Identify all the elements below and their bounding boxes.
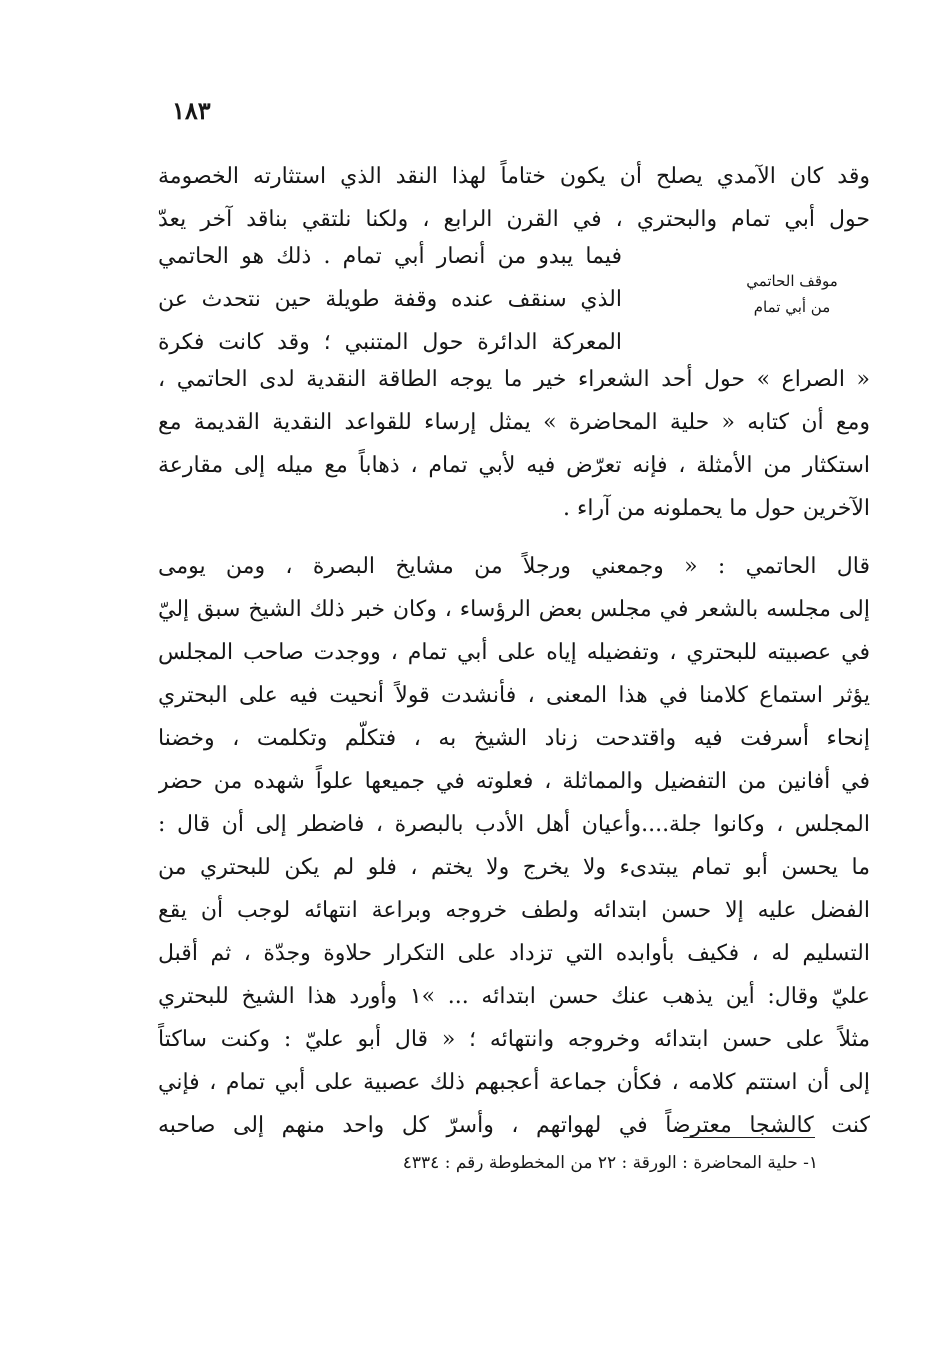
text-line: فيما يبدو من أنصار أبي تمام . ذلك هو الحاتمي (158, 244, 622, 269)
text-line: ومع أن كتابه « حلية المحاضرة » يمثل إرساء للقواعد النقدية القديمة مع (158, 410, 870, 435)
text-line: « الصراع » حول أحد الشعراء خير ما يوجه الطاقة النقدية لدى الحاتمي ، (158, 367, 870, 392)
margin-note-line: من أبي تمام (753, 298, 831, 316)
text-line: حول أبي تمام والبحتري ، في القرن الرابع ، ولكنا نلتقي بناقد آخر يعدّ (158, 207, 870, 232)
footnote: ١- حلية المحاضرة : الورقة : ٢٢ من المخطوطة رقم : ٤٣٣٤ (402, 1153, 818, 1173)
text-line: الذي سنقف عنده وقفة طويلة حين نتحدث عن (158, 287, 622, 312)
text-line: وقد كان الآمدي يصلح أن يكون ختاماً لهذا النقد الذي استثارته الخصومة (158, 164, 870, 189)
paragraph-1-top (158, 155, 870, 241)
text-line: مثلاً على حسن ابتدائه وخروجه وانتهائه ؛ « قال أبو عليّ : وكنت ساكتاً (158, 1027, 870, 1052)
text-line: قال الحاتمي : « وجمعني ورجلاً من مشايخ البصرة ، ومن يومى (158, 554, 870, 579)
text-line: كنت كالشجا معترضاً في لهواتهم ، وأسرّ كل واحد منهم إلى صاحبه (158, 1113, 870, 1138)
text-line: في عصبيته للبحتري ، وتفضيله إياه على أبي تمام ، ووجدت صاحب المجلس (158, 640, 870, 665)
text-line: عليّ وقال: أين يذهب عنك حسن ابتدائه ... »١ وأورد هذا الشيخ للبحتري (158, 984, 870, 1009)
text-line: المجلس ، وكانوا جلة....وأعيان أهل الأدب بالبصرة ، فاضطر إلى أن قال : (158, 812, 870, 837)
page-number: ١٨٣ (172, 96, 211, 125)
text-line: ما يحسن أبو تمام يبتدىء ولا يخرج ولا يختم ، فلو لم يكن للبحتري من (158, 855, 870, 880)
text-line: المعركة الدائرة حول المتنبي ؛ وقد كانت فكرة (158, 330, 622, 355)
text-line: التسليم له ، فكيف بأوابده التي تزداد على التكرار حلاوة وجدّة ، ثم أقبل (158, 941, 870, 966)
paragraph-1-beside-margin-note (158, 235, 622, 364)
footnote-divider (683, 1137, 815, 1138)
text-line: إنحاء أسرفت فيه واقتدحت زناد الشيخ به ، فتكلّم وتكلمت ، وخضنا (158, 726, 870, 751)
text-line: الفضل عليه إلا حسن ابتدائه ولطف خروجه وبراعة انتهائه لوجب أن يقع (158, 898, 870, 923)
paragraph-1-bottom (158, 358, 870, 530)
text-line: استكثار من الأمثلة ، فإنه تعرّض فيه لأبي تمام ، ذهاباً مع ميله إلى مقارعة (158, 453, 870, 478)
text-line: يؤثر استماع كلامنا في هذا المعنى ، فأنشدت قولاً أنحيت فيه على البحتري (158, 683, 870, 708)
text-line: إلى مجلسه بالشعر في مجلس بعض الرؤساء ، وكان خبر ذلك الشيخ سبق إليّ (158, 597, 870, 622)
text-line: إلى أن استتم كلامه ، فكأن جماعة أعجبهم ذلك عصبية على أبي تمام ، فإني (158, 1070, 870, 1095)
margin-note (732, 268, 852, 320)
text-line: الآخرين حول ما يحملونه من آراء . (563, 496, 870, 521)
text-line: في أفانين من التفضيل والمماثلة ، فعلوته في جميعها علواً شهده من حضر (158, 769, 870, 794)
margin-note-line: موقف الحاتمي (746, 272, 838, 290)
paragraph-2 (158, 545, 870, 1147)
